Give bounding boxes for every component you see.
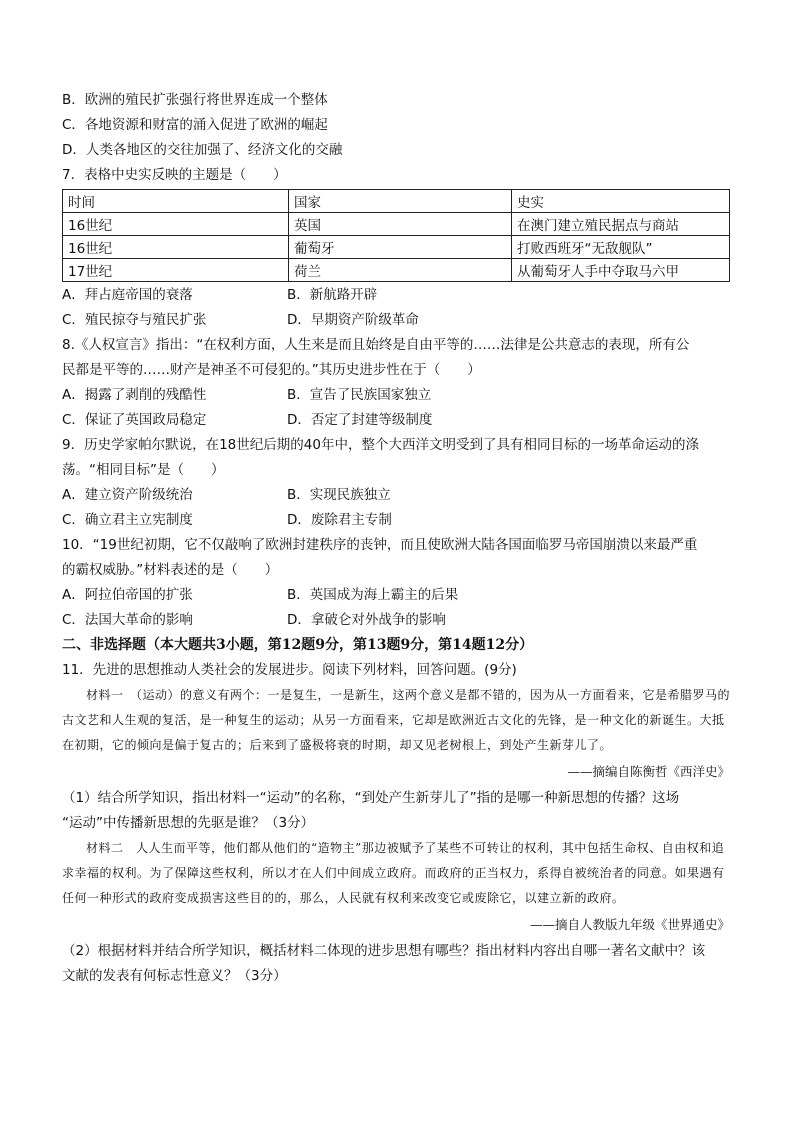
table-cell: 从葡萄牙人手中夺取马六甲 <box>512 259 730 282</box>
q7-option-d: D．早期资产阶级革命 <box>287 312 419 328</box>
q11-material-2: 材料二 人人生而平等，他们都从他们的“造物主”那边被赋予了某些不可转让的权利，其中包括生命权、自由权和追求幸福的权利。为了保障这些权利，所以才在人们中间成立政府。而政府的正当权力，系得自被统治者的同意。如果遇有任何一种形式的政府变成损害这些目的的，那么，人民就有权利来改变它或废除它，以建立新的政府。 <box>62 841 725 905</box>
q9-stem-line-1: 9．历史学家帕尔默说，在18世纪后期的40年中，整个大西洋文明受到了具有相同目标的一场革命运动的涤 <box>62 437 699 453</box>
q9-option-a: A．建立资产阶级统治 <box>62 487 193 503</box>
q10-stem-line-1: 10．“19世纪初期，它不仅敲响了欧洲封建秩序的丧钟，而且使欧洲大陆各国面临罗马帝国崩溃以来最严重 <box>62 537 698 553</box>
q11-source-2: ——摘自人教版九年级《世界通史》 <box>529 917 730 932</box>
q7-option-c: C．殖民掠夺与殖民扩张 <box>62 312 207 328</box>
table-row <box>63 259 730 282</box>
q7-history-table <box>62 189 730 282</box>
q6-option-c: C．各地资源和财富的涌入促进了欧洲的崛起 <box>62 117 328 133</box>
q7-options-row-1 <box>62 283 732 308</box>
table-cell: 在澳门建立殖民据点与商站 <box>512 213 730 236</box>
q7-stem: 7．表格中史实反映的主题是（ ） <box>62 167 287 183</box>
q9-option-c: C．确立君主立宪制度 <box>62 512 193 528</box>
table-cell: 16世纪 <box>63 213 289 236</box>
q10-option-b: B．英国成为海上霸主的后果 <box>287 587 459 603</box>
q11-sub1-line-2: “运动”中传播新思想的先驱是谁？（3分） <box>62 815 315 831</box>
q10-options-row-2 <box>62 608 732 633</box>
q11-source-1: ——摘编自陈衡哲《西洋史》 <box>567 764 730 779</box>
table-header-cell: 史实 <box>512 190 730 213</box>
table-cell: 葡萄牙 <box>289 236 512 259</box>
q11-material-1: 材料一 （运动）的意义有两个：一是复生，一是新生，这两个意义是都不错的，因为从一方面看来，它是希腊罗马的古文艺和人生观的复活，是一种复生的运动；从另一方面看来，它却是欧洲近古文化的先锋，是一种文化的新诞生。大抵在初期，它的倾向是偏于复古的；后来到了盛极将衰的时期，却又见老树根上，到处产生新芽儿了。 <box>62 688 731 752</box>
q7-option-b: B．新航路开辟 <box>287 287 378 303</box>
q6-option-d: D．人类各地区的交往加强了、经济文化的交融 <box>62 142 343 158</box>
table-row <box>63 213 730 236</box>
q8-option-a: A．揭露了剥削的残酷性 <box>62 387 207 403</box>
q8-options-row-2 <box>62 408 732 433</box>
q8-stem-line-2: 民都是平等的……财产是神圣不可侵犯的。”其历史进步性在于（ ） <box>62 362 481 378</box>
q11-sub2-line-2: 文献的发表有何标志性意义？（3分） <box>62 968 287 984</box>
q9-options-row-1 <box>62 483 732 508</box>
q9-stem-line-2: 荡。“相同目标”是（ ） <box>62 462 225 478</box>
q7-option-a: A．拜占庭帝国的衰落 <box>62 287 193 303</box>
q10-option-a: A．阿拉伯帝国的扩张 <box>62 587 193 603</box>
exam-page <box>62 88 732 989</box>
q11-sub2-line-1: （2）根据材料并结合所学知识，概括材料二体现的进步思想有哪些？指出材料内容出自哪一著名文献中？该 <box>62 943 706 959</box>
table-cell: 16世纪 <box>63 236 289 259</box>
q7-options-row-2 <box>62 308 732 333</box>
q9-options-row-2 <box>62 508 732 533</box>
q8-option-b: B．宣告了民族国家独立 <box>287 387 432 403</box>
table-cell: 打败西班牙“无敌舰队” <box>512 236 730 259</box>
section-heading: 二、非选择题（本大题共3小题，第12题9分，第13题9分，第14题12分） <box>62 637 534 653</box>
q9-option-d: D．废除君主专制 <box>287 512 392 528</box>
q10-options-row-1 <box>62 583 732 608</box>
q11-sub1-line-1: （1）结合所学知识，指出材料一“运动”的名称，“到处产生新芽儿了”指的是哪一种新思想的传播？这场 <box>62 790 680 806</box>
table-row <box>63 236 730 259</box>
q8-option-c: C．保证了英国政局稳定 <box>62 412 207 428</box>
q10-stem-line-2: 的霸权威胁。”材料表述的是（ ） <box>62 562 279 578</box>
q6-option-b: B．欧洲的殖民扩张强行将世界连成一个整体 <box>62 92 328 108</box>
q8-option-d: D．否定了封建等级制度 <box>287 412 433 428</box>
table-cell: 英国 <box>289 213 512 236</box>
table-header-cell: 国家 <box>289 190 512 213</box>
q10-option-c: C．法国大革命的影响 <box>62 612 193 628</box>
table-header-cell: 时间 <box>63 190 289 213</box>
q9-option-b: B．实现民族独立 <box>287 487 391 503</box>
q10-option-d: D．拿破仑对外战争的影响 <box>287 612 446 628</box>
table-cell: 荷兰 <box>289 259 512 282</box>
q8-stem-line-1: 8.《人权宣言》指出：“在权利方面，人生来是而且始终是自由平等的……法律是公共意志的表现，所有公 <box>62 337 690 353</box>
table-header-row <box>63 190 730 213</box>
table-cell: 17世纪 <box>63 259 289 282</box>
q11-stem: 11．先进的思想推动人类社会的发展进步。阅读下列材料，回答问题。(9分) <box>62 662 517 678</box>
q8-options-row-1 <box>62 383 732 408</box>
